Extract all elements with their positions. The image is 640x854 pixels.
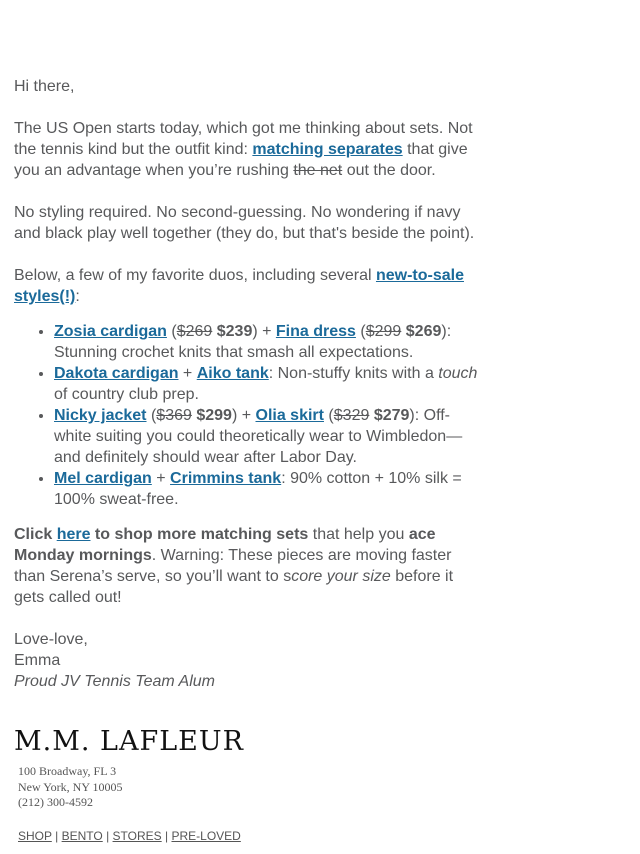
- intro-paragraph: [14, 118, 484, 181]
- intro-text-3: out the door.: [342, 162, 436, 179]
- footer-link-pre-loved[interactable]: PRE-LOVED: [171, 828, 241, 843]
- product-link[interactable]: Aiko tank: [196, 365, 269, 382]
- list-item: • Nicky jacket ($369 $299) + Olia skirt ($329 $279): Off-white suiting you could theoretically wear to Wimbledon—and definitely should wear after Labor Day.: [54, 405, 484, 468]
- address-line: New York, NY 10005: [18, 779, 123, 794]
- signature-name: Emma: [14, 652, 61, 669]
- shop-here-link[interactable]: here: [56, 526, 91, 543]
- separator: |: [106, 828, 110, 843]
- item-description: ): Off-white suiting you could theoretically wear to Wimbledon—and definitely should wear after Labor Day.: [54, 407, 463, 466]
- new-to-sale-link[interactable]: new-to-sale styles(!): [14, 267, 464, 305]
- intro-text-2: that give you an advantage when you’re rushing: [14, 141, 468, 179]
- product-link[interactable]: Olia skirt: [255, 407, 324, 424]
- address-line: 100 Broadway, FL 3: [18, 764, 117, 778]
- favorites-colon: :: [75, 288, 80, 305]
- product-link[interactable]: Crimmins tank: [170, 470, 282, 487]
- sale-price: $239: [216, 323, 253, 340]
- email-footer: [14, 728, 414, 843]
- styling-paragraph: No styling required. No second-guessing. No wondering if navy and black play well together (they do, but that's beside the point).: [14, 204, 475, 242]
- old-price: $369: [156, 407, 192, 424]
- email-body: [14, 76, 484, 692]
- footer-link-bento[interactable]: BENTO: [61, 828, 103, 843]
- cta-text-3: before it gets called out!: [14, 568, 454, 606]
- item-emphasis: touch: [438, 365, 478, 382]
- footer-link-shop[interactable]: SHOP: [18, 828, 52, 843]
- signature-title: Proud JV Tennis Team Alum: [14, 673, 215, 690]
- cta-paragraph: [14, 524, 484, 608]
- matching-separates-link[interactable]: matching separates: [252, 141, 403, 158]
- intro-text: The US Open starts today, which got me thinking about sets. Not the tennis kind but the outfit kind:: [14, 120, 473, 158]
- greeting: Hi there,: [14, 78, 75, 95]
- cta-text-2: . Warning: These pieces are moving faster than Serena’s serve, so you’ll want to s: [14, 547, 452, 585]
- old-price: $299: [365, 323, 402, 340]
- company-address: [18, 764, 414, 811]
- cta-bold: Click: [14, 526, 57, 543]
- item-description: : 90% cotton + 10% silk = 100% sweat-free.: [54, 470, 462, 508]
- product-link[interactable]: Nicky jacket: [54, 407, 147, 424]
- signoff-line: Love-love,: [14, 631, 88, 648]
- list-item: • Mel cardigan + Crimmins tank: 90% cotton + 10% silk = 100% sweat-free.: [54, 468, 484, 510]
- separator: |: [165, 828, 169, 843]
- sale-price: $299: [196, 407, 232, 424]
- strikethrough-text: the net: [293, 162, 343, 179]
- favorites-paragraph: [14, 265, 484, 307]
- footer-link-stores[interactable]: STORES: [112, 828, 162, 843]
- product-link[interactable]: Zosia cardigan: [54, 323, 167, 340]
- separator: |: [55, 828, 59, 843]
- brand-logo[interactable]: M.M. LAFLEUR: [14, 726, 244, 757]
- product-link[interactable]: Dakota cardigan: [54, 365, 179, 382]
- cta-emphasis: core your size: [291, 568, 391, 585]
- product-list: [14, 321, 484, 510]
- signoff: [14, 629, 484, 692]
- item-description: ): Stunning crochet knits that smash all expectations.: [54, 323, 452, 361]
- old-price: $329: [333, 407, 370, 424]
- sale-price: $269: [405, 323, 442, 340]
- footer-nav: [18, 829, 414, 843]
- item-description: : Non-stuffy knits with a: [268, 365, 439, 382]
- phone-number: (212) 300-4592: [18, 795, 93, 809]
- cta-bold-3: ace Monday mornings: [14, 526, 436, 564]
- list-item: • Zosia cardigan ($269 $239) + Fina dress ($299 $269): Stunning crochet knits that smash all expectations.: [54, 321, 484, 363]
- cta-bold-2: to shop more matching sets: [90, 526, 309, 543]
- sale-price: $279: [373, 407, 410, 424]
- product-link[interactable]: Fina dress: [275, 323, 356, 340]
- cta-text: that help you: [308, 526, 409, 543]
- item-description-2: of country club prep.: [54, 386, 199, 403]
- product-link[interactable]: Mel cardigan: [54, 470, 152, 487]
- favorites-text: Below, a few of my favorite duos, including several: [14, 267, 376, 284]
- old-price: $269: [176, 323, 213, 340]
- list-item: • Dakota cardigan + Aiko tank: Non-stuffy knits with a touch of country club prep.: [54, 363, 484, 405]
